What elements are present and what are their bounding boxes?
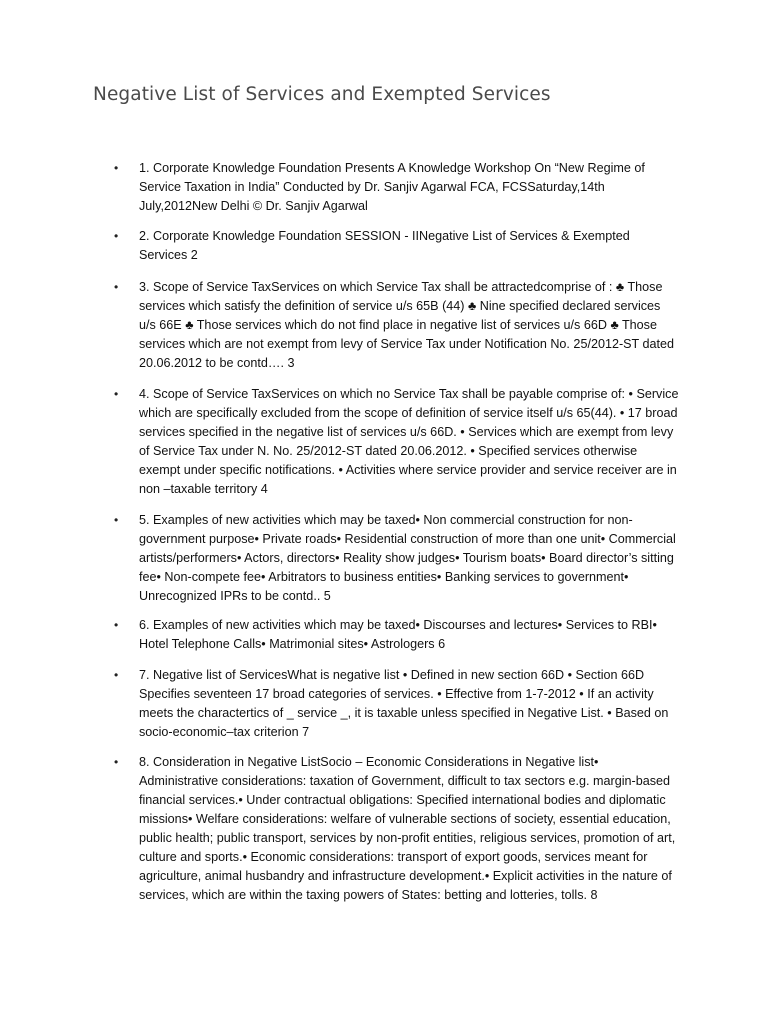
list-item-text: 6. Examples of new activities which may be taxed• Discourses and lectures• Services to RBI• Hotel Telephone Calls• Matrimonial sites• Astrologers 6 xyxy=(139,618,657,651)
document-title: Negative List of Services and Exempted Services xyxy=(93,84,551,105)
list-item xyxy=(114,616,679,654)
bullet-icon: • xyxy=(114,229,119,243)
list-item-text: 3. Scope of Service TaxServices on which Service Tax shall be attractedcomprise of : ♣ Those services which satisfy the definition of service u/s 65B (44) ♣ Nine specified declared services u/s 66E ♣ Those services which do not find place in negative list of services u/s 66D ♣ Those services which are not exempt from levy of Service Tax under Notification No. 25/2012-ST dated 20.06.2012 to be contd…. 3 xyxy=(139,280,675,370)
list-item xyxy=(114,227,679,265)
list-item xyxy=(114,159,679,216)
bullet-icon: • xyxy=(114,668,119,682)
list-item-text: 1. Corporate Knowledge Foundation Presents A Knowledge Workshop On “New Regime of Service Taxation in India” Conducted by Dr. Sanjiv Agarwal FCA, FCSSaturday,14th July,2012New Delhi © Dr. Sanjiv Agarwal xyxy=(139,161,645,213)
list-item xyxy=(114,385,679,499)
list-item-text: 8. Consideration in Negative ListSocio – Economic Considerations in Negative list• Administrative considerations: taxation of Government, difficult to tax sectors e.g. margin-based financial services.• Under contractual obligations: Specified international bodies and diplomatic missions• Welfare considerations: welfare of vulnerable sections of society, essential education, public health; public transport, services by non-profit entities, religious services, promotion of art, culture and sports.• Economic considerations: transport of export goods, services meant for agriculture, animal husbandry and infrastructure development.• Explicit activities in the nature of services, which are within the taxing powers of States: betting and lotteries, tolls. 8 xyxy=(139,755,676,902)
bullet-icon: • xyxy=(114,387,119,401)
list-item xyxy=(114,278,679,373)
list-item xyxy=(114,666,679,742)
list-item-text: 7. Negative list of ServicesWhat is negative list • Defined in new section 66D • Section 66D Specifies seventeen 17 broad categories of services. • Effective from 1-7-2012 • If an activity meets the charactertics of _ service _, it is taxable unless specified in Negative List. • Based on socio-economic–tax criterion 7 xyxy=(139,668,669,739)
bullet-icon: • xyxy=(114,513,119,527)
list-item xyxy=(114,753,679,905)
bullet-icon: • xyxy=(114,280,119,294)
list-item-text: 2. Corporate Knowledge Foundation SESSION - IINegative List of Services & Exempted Services 2 xyxy=(139,229,630,262)
list-item-text: 5. Examples of new activities which may be taxed• Non commercial construction for non-government purpose• Private roads• Residential construction of more than one unit• Commercial artists/performers• Actors, directors• Reality show judges• Tourism boats• Board director’s sitting fee• Non-compete fee• Arbitrators to business entities• Banking services to government• Unrecognized IPRs to be contd.. 5 xyxy=(139,513,676,603)
list-item xyxy=(114,511,679,606)
bullet-icon: • xyxy=(114,755,119,769)
bullet-icon: • xyxy=(114,618,119,632)
bullet-icon: • xyxy=(114,161,119,175)
list-item-text: 4. Scope of Service TaxServices on which no Service Tax shall be payable comprise of: • Service which are specifically excluded from the scope of definition of service itself u/s 65(44). • 17 broad services specified in the negative list of services u/s 66D. • Services which are exempt from levy of Service Tax under N. No. 25/2012-ST dated 20.06.2012. • Specified services otherwise exempt under specific notifications. • Activities where service provider and service receiver are in non –taxable territory 4 xyxy=(139,387,679,496)
